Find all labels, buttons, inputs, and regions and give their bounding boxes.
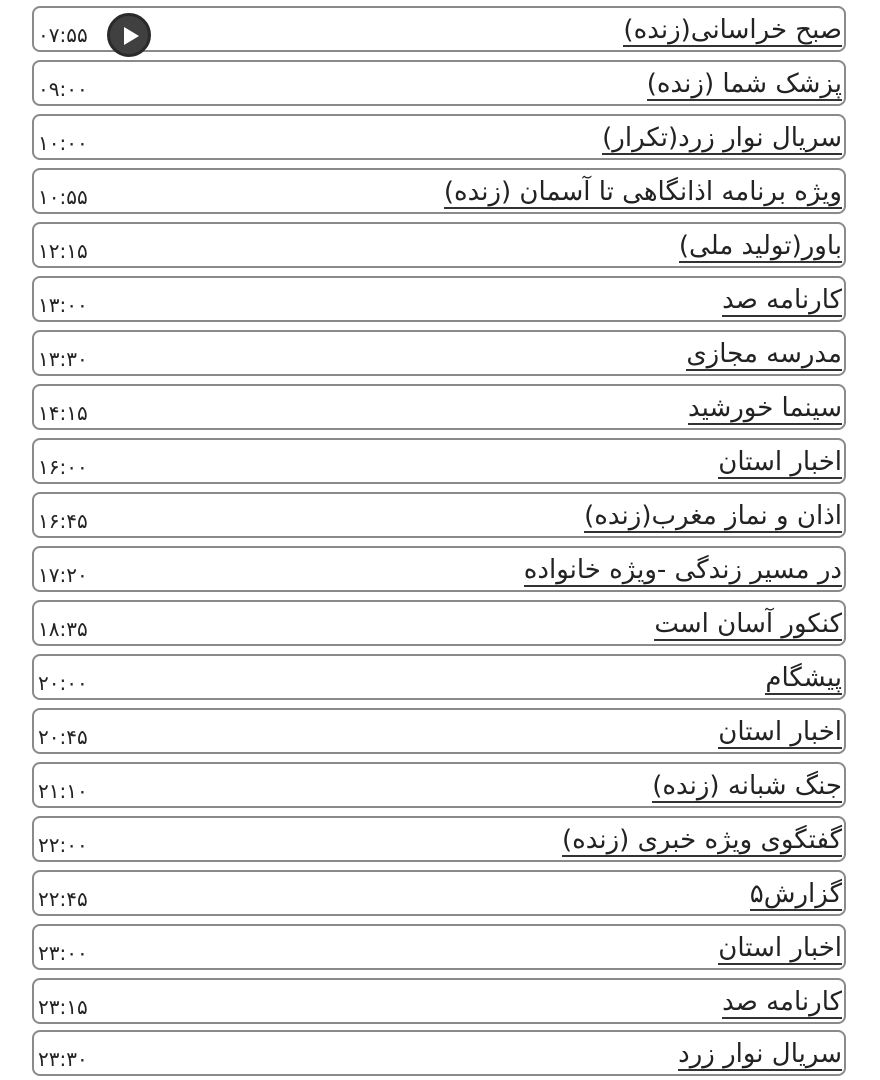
schedule-row[interactable] (32, 762, 846, 808)
program-time: ۱۴:۱۵ (38, 401, 88, 425)
program-time: ۱۶:۰۰ (38, 455, 88, 479)
program-title[interactable]: صبح خراسانی(زنده) (623, 15, 842, 45)
play-button[interactable] (107, 13, 151, 57)
program-title[interactable]: کارنامه صد (722, 987, 842, 1017)
schedule-row[interactable] (32, 816, 846, 862)
schedule-row[interactable] (32, 168, 846, 214)
schedule-row[interactable] (32, 330, 846, 376)
program-title[interactable]: گزارش۵ (749, 879, 842, 909)
program-title[interactable]: کنکور آسان است (654, 609, 842, 639)
program-time: ۱۰:۵۵ (38, 185, 88, 209)
program-title[interactable]: ویژه برنامه اذانگاهی تا آسمان (زنده) (443, 177, 842, 207)
program-time: ۲۲:۴۵ (38, 887, 88, 911)
program-time: ۲۳:۳۰ (38, 1047, 88, 1071)
play-icon (121, 26, 141, 46)
program-title[interactable]: جنگ شبانه (زنده) (652, 771, 842, 801)
program-title[interactable]: مدرسه مجازی (686, 339, 842, 369)
schedule-row[interactable] (32, 222, 846, 268)
schedule-row[interactable] (32, 546, 846, 592)
program-time: ۰۷:۵۵ (38, 23, 88, 47)
schedule-row[interactable] (32, 276, 846, 322)
schedule-row[interactable] (32, 114, 846, 160)
program-title[interactable]: اخبار استان (718, 717, 842, 747)
program-time: ۲۳:۱۵ (38, 995, 88, 1019)
program-time: ۱۳:۳۰ (38, 347, 88, 371)
program-time: ۱۶:۴۵ (38, 509, 88, 533)
schedule-row[interactable] (32, 870, 846, 916)
schedule-row[interactable] (32, 384, 846, 430)
schedule-row[interactable] (32, 492, 846, 538)
schedule-row[interactable] (32, 978, 846, 1024)
schedule-row[interactable] (32, 924, 846, 970)
program-time: ۲۰:۰۰ (38, 671, 88, 695)
program-title[interactable]: اخبار استان (718, 447, 842, 477)
program-time: ۲۳:۰۰ (38, 941, 88, 965)
program-time: ۲۲:۰۰ (38, 833, 88, 857)
program-title[interactable]: سریال نوار زرد (678, 1039, 842, 1069)
program-title[interactable]: گفتگوی ویژه خبری (زنده) (561, 825, 842, 855)
program-time: ۱۷:۲۰ (38, 563, 88, 587)
schedule-row[interactable] (32, 60, 846, 106)
schedule-row[interactable] (32, 654, 846, 700)
program-time: ۱۲:۱۵ (38, 239, 88, 263)
program-title[interactable]: باور(تولید ملی) (678, 231, 842, 261)
program-title[interactable]: کارنامه صد (722, 285, 842, 315)
program-title[interactable]: اذان و نماز مغرب(زنده) (584, 501, 842, 531)
program-title[interactable]: سریال نوار زرد(تکرار) (602, 123, 842, 153)
program-title[interactable]: پزشک شما (زنده) (646, 69, 842, 99)
program-time: ۰۹:۰۰ (38, 77, 88, 101)
program-time: ۲۰:۴۵ (38, 725, 88, 749)
program-time: ۲۱:۱۰ (38, 779, 88, 803)
program-time: ۱۳:۰۰ (38, 293, 88, 317)
schedule-row[interactable] (32, 6, 846, 52)
program-title[interactable]: اخبار استان (718, 933, 842, 963)
schedule-row[interactable] (32, 600, 846, 646)
program-title[interactable]: پیشگام (765, 663, 842, 693)
program-time: ۱۸:۳۵ (38, 617, 88, 641)
schedule-row[interactable] (32, 708, 846, 754)
program-title[interactable]: سینما خورشید (687, 393, 842, 423)
schedule-row[interactable] (32, 1030, 846, 1076)
program-time: ۱۰:۰۰ (38, 131, 88, 155)
program-title[interactable]: در مسیر زندگی -ویژه خانواده (523, 555, 842, 585)
schedule-row[interactable] (32, 438, 846, 484)
